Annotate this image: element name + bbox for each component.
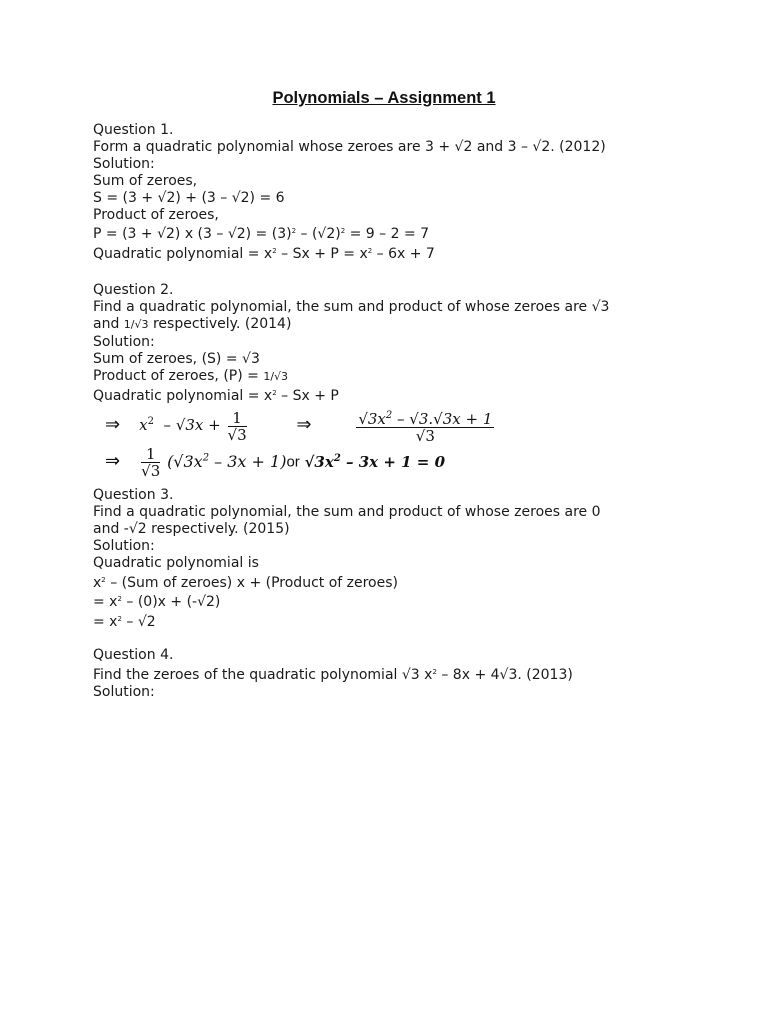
q2-question-line1: Find a quadratic polynomial, the sum and product of whose zeroes are √3 (93, 298, 610, 315)
q1-solution-label: Solution: (93, 155, 155, 172)
q4-heading: Question 4. (93, 647, 174, 663)
question-4 (93, 647, 693, 701)
q2-math-derivation (93, 404, 693, 486)
fraction-1-over-sqrt3: $\frac{1}{√3}$ (227, 408, 247, 444)
document-title: Polynomials – Assignment 1 (272, 89, 496, 107)
q3-line1: Quadratic polynomial is (93, 554, 259, 571)
q4-question: Find the zeroes of the quadratic polynomial √3 $x^2 - 8x + 4√3$. (2013) (93, 666, 573, 683)
q2-sum-equation: Sum of zeroes, (S) = √3 (93, 350, 260, 367)
question-2 (93, 282, 693, 405)
q2-solution-label: Solution: (93, 333, 155, 350)
q3-question-line1: Find a quadratic polynomial, the sum and product of whose zeroes are 0 (93, 503, 601, 520)
q1-heading: Question 1. (93, 122, 174, 138)
q3-solution-label: Solution: (93, 537, 155, 554)
implies-arrow: ⇒ (105, 414, 121, 435)
q1-product-label: Product of zeroes, (93, 206, 219, 223)
q3-heading: Question 3. (93, 487, 174, 503)
q3-line3: = $x^2 - (0)x + (-√2)$ (93, 594, 221, 611)
q2-polynomial: Quadratic polynomial = $x^2 - Sx + P$ (93, 388, 339, 405)
fraction-rhs: $\frac{√3x^2 - √3.√3x + 1}{√3}$ (358, 410, 493, 445)
q1-question: Form a quadratic polynomial whose zeroes are 3 + √2 and 3 – √2. (2012) (93, 138, 606, 155)
q2-heading: Question 2. (93, 282, 174, 298)
q3-question-line2: and -√2 respectively. (2015) (93, 520, 290, 537)
implies-arrow: ⇒ (105, 450, 121, 472)
question-3 (93, 487, 693, 631)
q1-polynomial: Quadratic polynomial = $x^2 - Sx + P = x^2 - 6x + 7$ (93, 246, 435, 263)
q1-sum-label: Sum of zeroes, (93, 172, 198, 189)
q2-question-line2: and 1/√3 respectively. (2014) (93, 315, 292, 332)
q2-product-equation: Product of zeroes, (P) = 1/√3 (93, 367, 289, 384)
q3-line4: = $x^2 - √2$ (93, 614, 156, 631)
fraction-1-over-sqrt3: $\frac{1}{√3}$ (141, 445, 161, 480)
q1-product-equation: P = (3 + √2) x $(3 - √2) = (3)^2 - (√2)^2 = 9 - 2 = 7$ (93, 226, 430, 243)
q4-solution-label: Solution: (93, 683, 155, 700)
q3-line2: $x^2 - (Sum$ of zeroes) x + (Product of zeroes) (93, 574, 398, 591)
q1-sum-equation: S = (3 + √2) + (3 – √2) = 6 (93, 189, 285, 206)
implies-arrow: ⇒ (296, 414, 312, 435)
math-line-1: ⇒ $x^2 - √3x$ + $\frac{1}{√3}$ ⇒ $\frac{√3x^2 - √3.√3x + 1}{√3}$ (105, 408, 493, 445)
question-1 (93, 122, 693, 263)
math-line-2: ⇒ $\frac{1}{√3}$ $(√3x^2 - 3x + 1)or$ $√3x^2 - 3x + 1 = 0$ (105, 445, 446, 480)
